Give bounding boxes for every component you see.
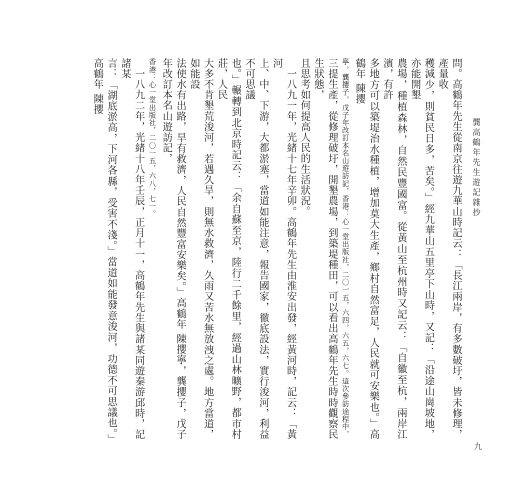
text-line: 也。」輾轉到北京時記云：「余自蘇至京，陸行二千餘里，經過山林曠野，都市村莊，人民	[215, 58, 241, 440]
text-line: 言：「湖底淤高，下河各縣，受害不淺。」當道如能發意浚河，功德不可思議也。」高鶴年 陳攖	[91, 58, 117, 440]
text-line: 且思考如何提高人民的生活狀況。	[298, 58, 310, 217]
body-text	[89, 58, 462, 440]
text-line: 多地方可以築堤治水種植，增加莫大生產，鄉村自然富足，人民就可安樂也。」高鶴年 陳攖	[353, 58, 379, 440]
text-line: 穫減少，則貧民日多，苦矣。」經九華山五里亭下山時，又記：「沿途山崗坡地，亦能開墾	[408, 58, 434, 440]
citation-line: 香港：心一堂出版社，二〇一五，六八，七一。	[148, 58, 157, 218]
text-line: 農場，種植森林，自然民豐國富。從黃山至杭州時又記云：「自徽至杭，兩岸江濱，有許	[381, 58, 406, 440]
text-line: 大多不肯墾荒浚河，若遇久旱，則無水救濟，久雨又苦水無放洩之處。地方當道，如能設	[187, 58, 213, 440]
text-line: 問。高鶴年先生從南京往遊九華山時記云：「長江兩岸，有多數破圩，皆未修理，產量收	[436, 58, 461, 440]
page-number: 九	[474, 442, 482, 451]
text-line: 一八九一年，光緒十七年辛卯。高鶴年先生由淮安出發，經黃河時，記云：「黃河	[270, 58, 296, 440]
text-line: 法使水有出路，旱有救濟，人民自然豐富安樂矣。」高鶴年 陳攖寧，龔攖子，戊子年改訂本名山遊訪記，	[160, 58, 186, 440]
text-line: 三提生產，從修理破圩，開墾農場，到築堤種田，可以看出高鶴年先生時時觀察民生狀態，	[312, 58, 337, 440]
text-line: 上、中、下游，大都淤塞，當道如能注意，報告國家，徹底設法，實行浚河，利益不可思議	[243, 58, 268, 440]
citation-line: 寧，龔攖子，戊子年改訂本名山遊訪記，香港：心一堂出版社，二〇一五，六四，六五，六七。這次參訪途程中，	[341, 58, 350, 438]
running-head: 龔高鶴年先生遊記雜抄	[472, 118, 481, 218]
text-line: 一八九二年，光緒十八年壬辰，正月十一，高鶴年先生與諸某同遊秦游邱時，記諸某	[118, 58, 144, 440]
